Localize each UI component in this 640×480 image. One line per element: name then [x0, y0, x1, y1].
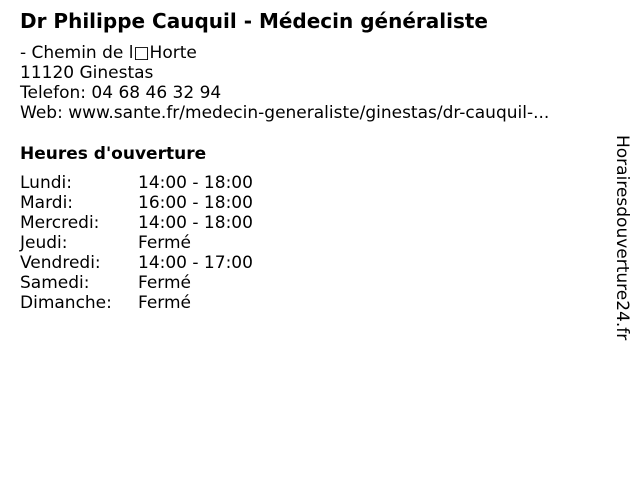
- street-address: - Chemin de l□Horte: [20, 43, 197, 63]
- hours-value: 14:00 - 18:00: [138, 173, 253, 193]
- hours-value: Fermé: [138, 273, 192, 293]
- hours-value: 14:00 - 18:00: [138, 213, 253, 233]
- day-label: Dimanche:: [20, 293, 112, 313]
- hours-value: 16:00 - 18:00: [138, 193, 253, 213]
- hours-row-thursday: [20, 233, 320, 253]
- day-label: Mardi:: [20, 193, 74, 213]
- hours-row-monday: [20, 173, 320, 193]
- day-label: Vendredi:: [20, 253, 101, 273]
- contact-info: [20, 43, 549, 123]
- hours-row-saturday: [20, 273, 320, 293]
- hours-row-sunday: [20, 293, 320, 313]
- hours-row-tuesday: [20, 193, 320, 213]
- page-title: Dr Philippe Cauquil - Médecin généraliste: [20, 9, 488, 33]
- hours-value: Fermé: [138, 233, 192, 253]
- site-watermark: Horairesdouverture24.fr: [612, 135, 632, 341]
- day-label: Jeudi:: [20, 233, 68, 253]
- hours-value: Fermé: [138, 293, 192, 313]
- phone-number: Telefon: 04 68 46 32 94: [20, 83, 222, 103]
- hours-value: 14:00 - 17:00: [138, 253, 253, 273]
- city: 11120 Ginestas: [20, 63, 154, 83]
- hours-row-friday: [20, 253, 320, 273]
- day-label: Samedi:: [20, 273, 90, 293]
- opening-hours-table: [20, 173, 320, 313]
- website-link[interactable]: Web: www.sante.fr/medecin-generaliste/ginestas/dr-cauquil-...: [20, 103, 550, 123]
- opening-hours-heading: Heures d'ouverture: [20, 144, 207, 164]
- day-label: Lundi:: [20, 173, 72, 193]
- day-label: Mercredi:: [20, 213, 100, 233]
- hours-row-wednesday: [20, 213, 320, 233]
